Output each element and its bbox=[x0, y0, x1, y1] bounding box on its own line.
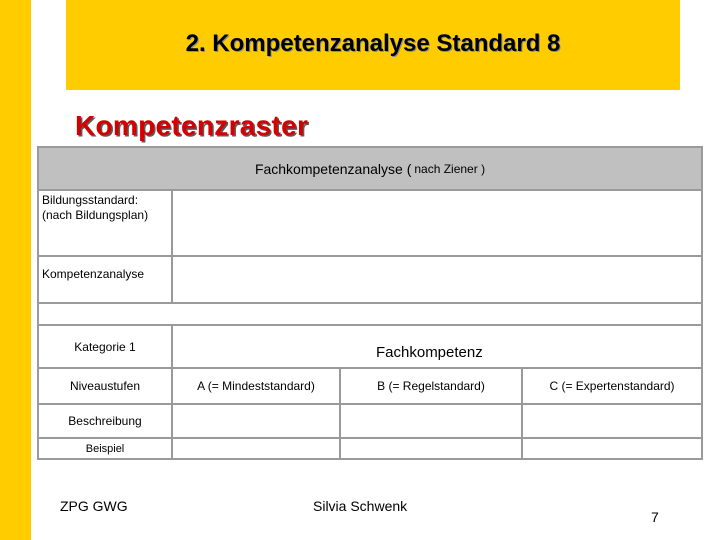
beschreibung-label: Beschreibung bbox=[68, 414, 142, 428]
beschreibung-c-cell bbox=[522, 404, 702, 438]
table-header bbox=[38, 147, 702, 190]
spacer-row bbox=[38, 303, 702, 325]
bildungsstandard-value-cell bbox=[172, 190, 702, 256]
kategorie-label: Kategorie 1 bbox=[74, 339, 136, 354]
table-header-note: nach Ziener ) bbox=[414, 161, 486, 176]
kompetenzanalyse-label: Kompetenzanalyse bbox=[42, 267, 145, 281]
left-accent-bar bbox=[0, 0, 31, 540]
footer-author: Silvia Schwenk bbox=[313, 498, 408, 514]
title-band bbox=[66, 0, 680, 90]
fachkompetenz-label: Fachkompetenz bbox=[376, 344, 483, 361]
level-a-label: A (= Mindeststandard) bbox=[197, 379, 315, 393]
beispiel-b-cell bbox=[340, 438, 522, 459]
beispiel-c-cell bbox=[522, 438, 702, 459]
kompetenzanalyse-label-cell bbox=[38, 256, 172, 303]
bildungsstandard-label: Bildungsstandard: (nach Bildungsplan) bbox=[42, 193, 149, 222]
level-a-cell bbox=[172, 368, 340, 404]
level-b-label: B (= Regelstandard) bbox=[377, 379, 485, 393]
beispiel-cell bbox=[38, 438, 172, 459]
kategorie-cell bbox=[38, 325, 172, 368]
beschreibung-a-cell bbox=[172, 404, 340, 438]
niveaustufen-label: Niveaustufen bbox=[69, 379, 141, 393]
level-b-cell bbox=[340, 368, 522, 404]
footer-organization: ZPG GWG bbox=[60, 498, 128, 514]
kompetenzraster-table bbox=[37, 146, 703, 460]
bildungsstandard-label-cell bbox=[38, 190, 172, 256]
level-c-cell bbox=[522, 368, 702, 404]
page-number: 7 bbox=[651, 509, 659, 525]
table-header-main: Fachkompetenzanalyse ( bbox=[254, 160, 412, 177]
kompetenzanalyse-value-cell bbox=[172, 256, 702, 303]
slide-subtitle: Kompetenzraster bbox=[75, 110, 309, 141]
fachkompetenz-cell bbox=[172, 325, 702, 368]
beschreibung-cell bbox=[38, 404, 172, 438]
slide-title: 2. Kompetenzanalyse Standard 8 bbox=[185, 30, 561, 57]
beispiel-label: Beispiel bbox=[85, 442, 125, 455]
level-c-label: C (= Expertenstandard) bbox=[549, 379, 675, 393]
beschreibung-b-cell bbox=[340, 404, 522, 438]
beispiel-a-cell bbox=[172, 438, 340, 459]
niveaustufen-cell bbox=[38, 368, 172, 404]
